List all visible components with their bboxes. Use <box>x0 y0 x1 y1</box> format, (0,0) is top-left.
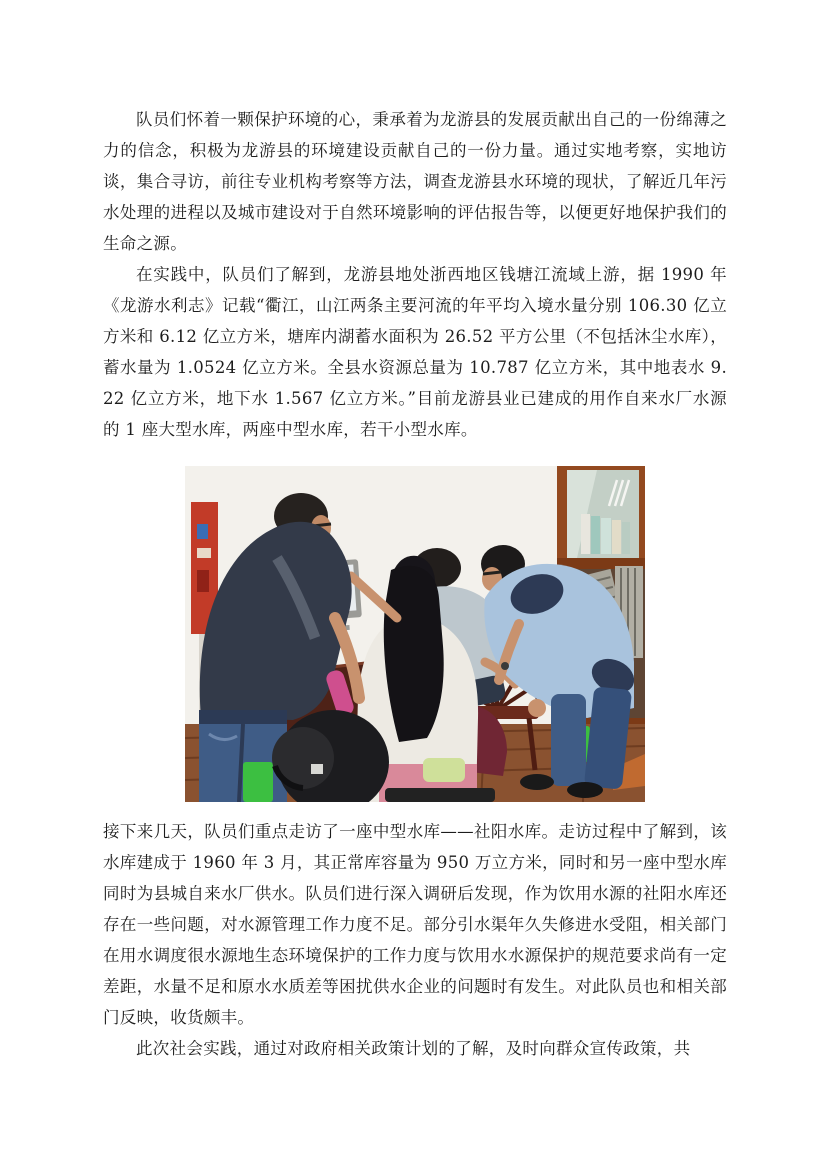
photo-team-research <box>185 466 645 802</box>
chair-base <box>385 788 495 802</box>
hand <box>528 699 546 717</box>
paragraph-2: 在实践中，队员们了解到，龙游县地处浙西地区钱塘江流域上游，据 1990 年《龙游水利志》记载“衢江，山江两条主要河流的年平均入境水量分别 106.30 亿立方米和 6.12 亿立方米，塘库内湖蓄水面积为 26.52 平方公里（不包括沐尘水库），蓄水量为 1.0524 亿立方米。全县水资源总量为 10.787 亿立方米，其中地表水 9.22 亿立方米，地下水 1.567 亿立方米。”目前龙游县业已建成的用作自来水厂水源的 1 座大型水库，两座中型水库，若干小型水库。 <box>103 265 727 439</box>
paragraph-1: 队员们怀着一颗保护环境的心，秉承着为龙游县的发展贡献出自己的一份绵薄之力的信念，积极为龙游县的环境建设贡献自己的一份力量。通过实地考察，实地访谈，集合寻访，前往专业机构考察等方法，调查龙游县水环境的现状，了解近几年污水处理的进程以及城市建设对于自然环境影响的评估报告等，以便更好地保护我们的生命之源。 <box>103 110 727 253</box>
paragraph-3: 接下来几天，队员们重点走访了一座中型水库——社阳水库。走访过程中了解到，该水库建成于 1960 年 3 月，其正常库容量为 950 万立方米，同时和另一座中型水库同时为县城自来水厂供水。队员们进行深入调研后发现，作为饮用水源的社阳水库还存在一些问题，对水源管理工作力度不足。部分引水渠年久失修进水受阻，相关部门在用水调度很水源地生态环境保护的工作力度与饮用水水源保护的规范要求尚有一定差距，水量不足和原水水质差等困扰供水企业的问题时有发生。对此队员也和相关部门反映，收货颇丰。 <box>103 822 727 1027</box>
eyeglasses <box>483 572 501 574</box>
long-hair <box>384 566 444 742</box>
black-shoe <box>567 782 603 798</box>
text-column <box>103 104 727 1064</box>
black-shoe <box>520 774 554 790</box>
wristwatch <box>501 662 509 670</box>
green-bucket-left <box>243 762 273 802</box>
baseball-cap <box>272 727 334 789</box>
light-green-cloth <box>423 758 465 782</box>
paragraph-4: 此次社会实践，通过对政府相关政策计划的了解，及时向群众宣传政策，共 <box>136 1039 691 1058</box>
